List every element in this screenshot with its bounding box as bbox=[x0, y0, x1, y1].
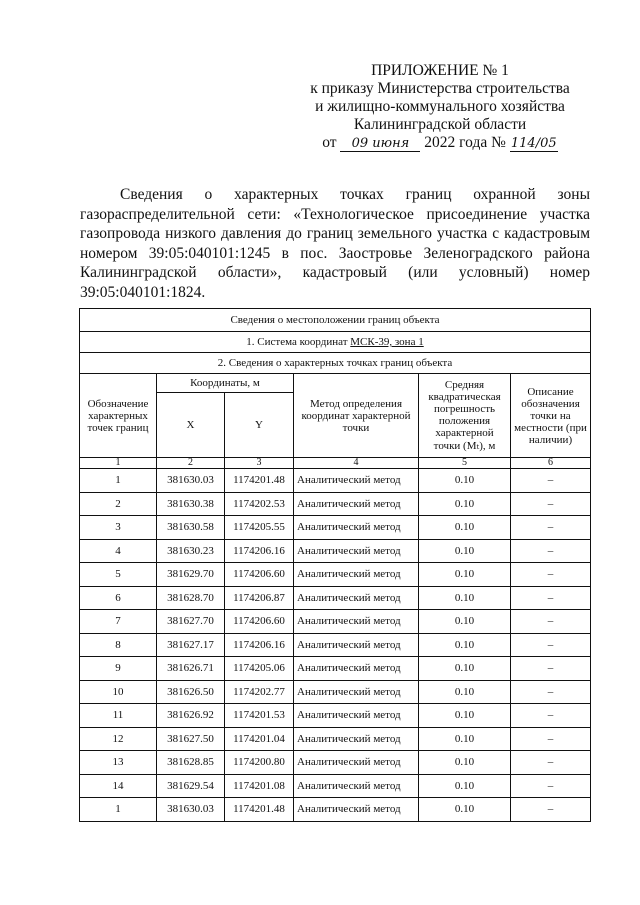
table-row bbox=[80, 727, 591, 751]
method-cell: Аналитический метод bbox=[294, 657, 419, 681]
y-coordinate-cell: 1174201.53 bbox=[225, 704, 294, 728]
document-header bbox=[280, 62, 600, 152]
point-number-cell: 8 bbox=[80, 633, 157, 657]
y-coordinate-cell: 1174201.48 bbox=[225, 469, 294, 493]
y-coordinate-cell: 1174200.80 bbox=[225, 751, 294, 775]
point-number-cell: 5 bbox=[80, 563, 157, 587]
table-row bbox=[80, 657, 591, 681]
error-cell: 0.10 bbox=[419, 469, 511, 493]
method-cell: Аналитический метод bbox=[294, 610, 419, 634]
col-header-y: Y bbox=[225, 393, 294, 458]
point-number-cell: 10 bbox=[80, 680, 157, 704]
error-cell: 0.10 bbox=[419, 539, 511, 563]
point-number-cell: 4 bbox=[80, 539, 157, 563]
y-coordinate-cell: 1174206.16 bbox=[225, 539, 294, 563]
intro-text: Сведения о характерных точках границ охранной зоны газораспределительной сети: «Технологическое присоединение участка газопровода низкого давления до границ земельного участка с кадастровым номером 39:05:040101:1245 в пос. Заостровье Зеленоградского района Калининградской области», кадастровый (или условный) номер 39:05:040101:1824. bbox=[80, 186, 590, 301]
table-row bbox=[80, 586, 591, 610]
table-title-row bbox=[80, 309, 591, 332]
method-cell: Аналитический метод bbox=[294, 539, 419, 563]
column-number: 3 bbox=[225, 458, 294, 469]
x-coordinate-cell: 381626.92 bbox=[157, 704, 225, 728]
header-row-1 bbox=[80, 374, 591, 393]
x-coordinate-cell: 381628.70 bbox=[157, 586, 225, 610]
y-coordinate-cell: 1174206.60 bbox=[225, 563, 294, 587]
column-number: 2 bbox=[157, 458, 225, 469]
point-number-cell: 7 bbox=[80, 610, 157, 634]
description-cell: – bbox=[511, 680, 591, 704]
y-coordinate-cell: 1174206.16 bbox=[225, 633, 294, 657]
column-number: 5 bbox=[419, 458, 511, 469]
method-cell: Аналитический метод bbox=[294, 633, 419, 657]
column-number: 1 bbox=[80, 458, 157, 469]
description-cell: – bbox=[511, 610, 591, 634]
error-cell: 0.10 bbox=[419, 633, 511, 657]
error-cell: 0.10 bbox=[419, 727, 511, 751]
method-cell: Аналитический метод bbox=[294, 469, 419, 493]
point-number-cell: 1 bbox=[80, 798, 157, 822]
y-coordinate-cell: 1174202.77 bbox=[225, 680, 294, 704]
table-row bbox=[80, 680, 591, 704]
method-cell: Аналитический метод bbox=[294, 704, 419, 728]
point-number-cell: 9 bbox=[80, 657, 157, 681]
error-cell: 0.10 bbox=[419, 516, 511, 540]
coordinate-system-label: 1. Система координат bbox=[246, 336, 351, 348]
intro-paragraph bbox=[80, 185, 590, 302]
x-coordinate-cell: 381626.50 bbox=[157, 680, 225, 704]
method-cell: Аналитический метод bbox=[294, 774, 419, 798]
point-number-cell: 13 bbox=[80, 751, 157, 775]
coordinate-system-row bbox=[80, 332, 591, 353]
description-cell: – bbox=[511, 492, 591, 516]
description-cell: – bbox=[511, 751, 591, 775]
y-coordinate-cell: 1174201.48 bbox=[225, 798, 294, 822]
description-cell: – bbox=[511, 704, 591, 728]
method-cell: Аналитический метод bbox=[294, 751, 419, 775]
error-cell: 0.10 bbox=[419, 704, 511, 728]
coordinate-system-cell bbox=[80, 332, 591, 353]
table-row bbox=[80, 516, 591, 540]
error-cell: 0.10 bbox=[419, 563, 511, 587]
col-header-designation: Обозначение характерных точек границ bbox=[80, 374, 157, 458]
x-coordinate-cell: 381630.23 bbox=[157, 539, 225, 563]
region-line: Калининградской области bbox=[353, 116, 527, 133]
from-label: от bbox=[322, 134, 337, 151]
description-cell: – bbox=[511, 727, 591, 751]
error-cell: 0.10 bbox=[419, 610, 511, 634]
point-number-cell: 6 bbox=[80, 586, 157, 610]
description-cell: – bbox=[511, 469, 591, 493]
table-row bbox=[80, 539, 591, 563]
x-coordinate-cell: 381630.03 bbox=[157, 798, 225, 822]
description-cell: – bbox=[511, 539, 591, 563]
table-row bbox=[80, 798, 591, 822]
point-number-cell: 1 bbox=[80, 469, 157, 493]
description-cell: – bbox=[511, 798, 591, 822]
points-heading-row bbox=[80, 353, 591, 374]
error-cell: 0.10 bbox=[419, 774, 511, 798]
point-number-cell: 11 bbox=[80, 704, 157, 728]
y-coordinate-cell: 1174201.08 bbox=[225, 774, 294, 798]
table-row bbox=[80, 469, 591, 493]
table-row bbox=[80, 774, 591, 798]
error-cell: 0.10 bbox=[419, 586, 511, 610]
order-reference-line: к приказу Министерства строительства bbox=[310, 80, 570, 97]
description-cell: – bbox=[511, 657, 591, 681]
handwritten-order-number: 114/05 bbox=[510, 136, 557, 151]
x-coordinate-cell: 381628.85 bbox=[157, 751, 225, 775]
x-coordinate-cell: 381627.70 bbox=[157, 610, 225, 634]
y-coordinate-cell: 1174206.60 bbox=[225, 610, 294, 634]
error-cell: 0.10 bbox=[419, 751, 511, 775]
description-cell: – bbox=[511, 774, 591, 798]
appendix-title: ПРИЛОЖЕНИЕ № 1 bbox=[371, 62, 509, 79]
handwritten-date: 09 июня bbox=[340, 137, 420, 152]
x-coordinate-cell: 381626.71 bbox=[157, 657, 225, 681]
x-coordinate-cell: 381630.03 bbox=[157, 469, 225, 493]
x-coordinate-cell: 381627.17 bbox=[157, 633, 225, 657]
table-title: Сведения о местоположении границ объекта bbox=[80, 309, 591, 332]
column-number: 6 bbox=[511, 458, 591, 469]
column-numbers-row bbox=[80, 458, 591, 469]
description-cell: – bbox=[511, 516, 591, 540]
x-coordinate-cell: 381629.70 bbox=[157, 563, 225, 587]
description-cell: – bbox=[511, 586, 591, 610]
point-number-cell: 3 bbox=[80, 516, 157, 540]
point-number-cell: 12 bbox=[80, 727, 157, 751]
boundary-points-table bbox=[79, 308, 591, 822]
table-row bbox=[80, 610, 591, 634]
point-number-cell: 14 bbox=[80, 774, 157, 798]
ministry-line: и жилищно-коммунального хозяйства bbox=[315, 98, 565, 115]
column-number: 4 bbox=[294, 458, 419, 469]
coordinate-system-value: МСК-39, зона 1 bbox=[350, 336, 424, 348]
method-cell: Аналитический метод bbox=[294, 798, 419, 822]
order-date-line bbox=[280, 134, 600, 152]
col-header-coordinates: Координаты, м bbox=[157, 374, 294, 393]
col-header-method: Метод определения координат характерной точки bbox=[294, 374, 419, 458]
x-coordinate-cell: 381630.58 bbox=[157, 516, 225, 540]
x-coordinate-cell: 381627.50 bbox=[157, 727, 225, 751]
method-cell: Аналитический метод bbox=[294, 680, 419, 704]
table-row bbox=[80, 633, 591, 657]
description-cell: – bbox=[511, 563, 591, 587]
col-header-description: Описание обозначения точки на местности (при наличии) bbox=[511, 374, 591, 458]
method-cell: Аналитический метод bbox=[294, 563, 419, 587]
table-row bbox=[80, 492, 591, 516]
error-cell: 0.10 bbox=[419, 680, 511, 704]
x-coordinate-cell: 381629.54 bbox=[157, 774, 225, 798]
x-coordinate-cell: 381630.38 bbox=[157, 492, 225, 516]
error-cell: 0.10 bbox=[419, 657, 511, 681]
method-cell: Аналитический метод bbox=[294, 492, 419, 516]
y-coordinate-cell: 1174201.04 bbox=[225, 727, 294, 751]
table-row bbox=[80, 751, 591, 775]
description-cell: – bbox=[511, 633, 591, 657]
year-number-label: 2022 года № bbox=[424, 134, 506, 151]
error-cell: 0.10 bbox=[419, 798, 511, 822]
y-coordinate-cell: 1174205.55 bbox=[225, 516, 294, 540]
method-cell: Аналитический метод bbox=[294, 586, 419, 610]
y-coordinate-cell: 1174206.87 bbox=[225, 586, 294, 610]
points-heading: 2. Сведения о характерных точках границ объекта bbox=[80, 353, 591, 374]
method-cell: Аналитический метод bbox=[294, 727, 419, 751]
point-number-cell: 2 bbox=[80, 492, 157, 516]
col-header-x: X bbox=[157, 393, 225, 458]
error-cell: 0.10 bbox=[419, 492, 511, 516]
table-row bbox=[80, 563, 591, 587]
col-header-error: Средняя квадратическая погрешность положения характерной точки (Mₜ), м bbox=[419, 374, 511, 458]
y-coordinate-cell: 1174205.06 bbox=[225, 657, 294, 681]
y-coordinate-cell: 1174202.53 bbox=[225, 492, 294, 516]
table-row bbox=[80, 704, 591, 728]
method-cell: Аналитический метод bbox=[294, 516, 419, 540]
